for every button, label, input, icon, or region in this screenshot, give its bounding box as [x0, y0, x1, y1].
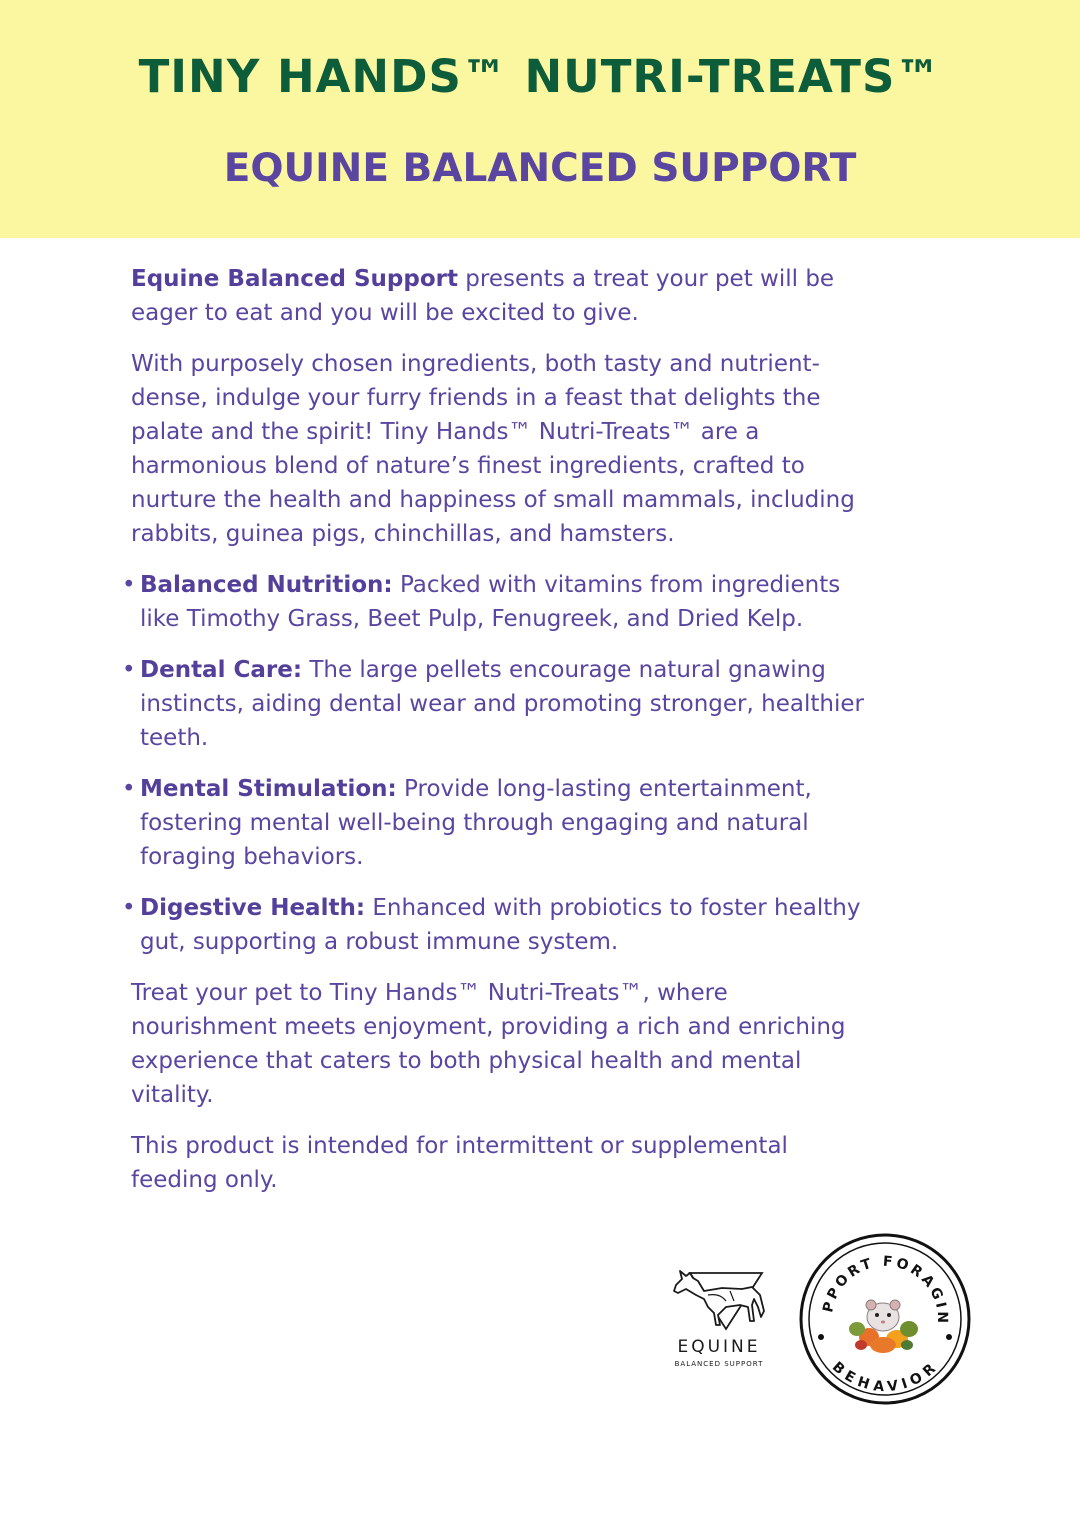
- product-subtitle: EQUINE BALANCED SUPPORT: [223, 146, 857, 191]
- benefit-text: The large pellets encourage natural gnawing instincts, aiding dental wear and promoting stronger, healthier teeth.: [140, 657, 864, 751]
- horse-icon: [660, 1265, 778, 1337]
- benefit-text: Packed with vitamins from ingredients like Timothy Grass, Beet Pulp, Fenugreek, and Dried Kelp.: [140, 572, 841, 632]
- benefit-dental-care: • Dental Care: The large pellets encourage natural gnawing instincts, aiding dental wear and promoting stronger, healthier teeth.: [122, 657, 864, 751]
- intro-brand-name: Equine Balanced Support: [131, 266, 458, 292]
- badge-top-text: PPORT FORAGIN: [820, 1253, 951, 1327]
- benefit-title: Dental Care:: [140, 657, 303, 683]
- product-description: [122, 262, 871, 1214]
- benefit-balanced-nutrition: • Balanced Nutrition: Packed with vitamins from ingredients like Timothy Grass, Beet Pulp, Fenugreek, and Dried Kelp.: [122, 572, 841, 632]
- equine-logo-subtitle: BALANCED SUPPORT: [674, 1360, 764, 1368]
- closing-paragraph: Treat your pet to Tiny Hands™ Nutri-Treats™, where nourishment meets enjoyment, providing a rich and enriching experience that caters to both physical health and mental vitality.: [131, 980, 846, 1108]
- equine-logo: [660, 1265, 778, 1380]
- benefit-text: Provide long-lasting entertainment, fostering mental well-being through engaging and natural foraging behaviors.: [140, 776, 812, 870]
- benefit-text: Enhanced with probiotics to foster healthy gut, supporting a robust immune system.: [140, 895, 861, 955]
- benefit-digestive-health: • Digestive Health: Enhanced with probiotics to foster healthy gut, supporting a robust immune system.: [122, 895, 861, 955]
- benefits-list: [122, 568, 871, 959]
- intro-text: presents a treat your pet will be eager to eat and you will be excited to give.: [131, 266, 835, 326]
- equine-logo-word: EQUINE: [677, 1337, 761, 1357]
- feeding-disclaimer: This product is intended for intermittent or supplemental feeding only.: [131, 1133, 788, 1193]
- badge-bottom-text: BEHAVIOR: [829, 1358, 941, 1395]
- brand-title: TINY HANDS™ NUTRI-TREATS™: [138, 50, 942, 103]
- header-banner: [0, 0, 1080, 238]
- benefit-title: Digestive Health:: [140, 895, 366, 921]
- description-paragraph: With purposely chosen ingredients, both tasty and nutrient-dense, indulge your furry friends in a feast that delights the palate and the spirit! Tiny Hands™ Nutri-Treats™ are a harmonious blend of nature’s finest ingredients, crafted to nurture the health and happiness of small mammals, including rabbits, guinea pigs, chinchillas, and hamsters.: [131, 351, 855, 547]
- benefit-title: Mental Stimulation:: [140, 776, 397, 802]
- benefit-mental-stimulation: • Mental Stimulation: Provide long-lasting entertainment, fostering mental well-being through engaging and natural foraging behaviors.: [122, 776, 812, 870]
- benefit-title: Balanced Nutrition:: [140, 572, 393, 598]
- intro-paragraph: [131, 262, 871, 330]
- support-foraging-badge: [799, 1233, 971, 1405]
